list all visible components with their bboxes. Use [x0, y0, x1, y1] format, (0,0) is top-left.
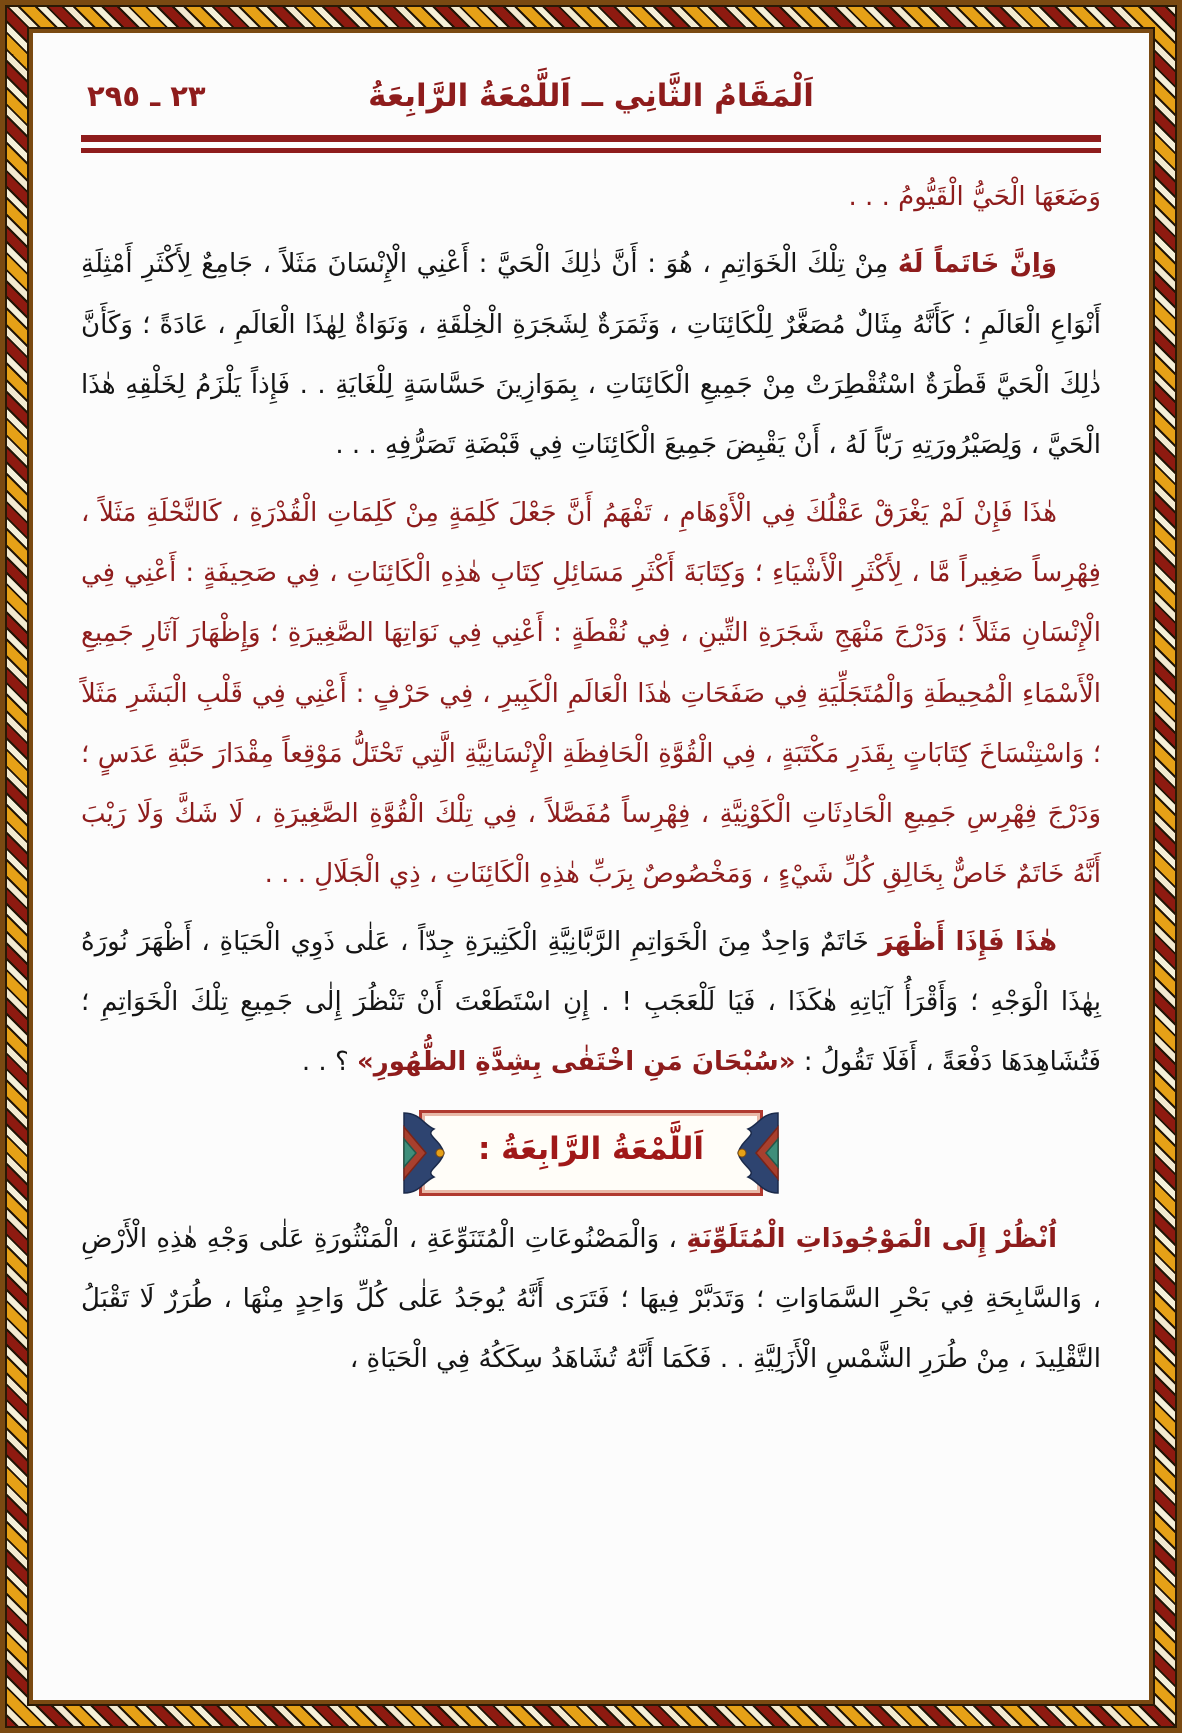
paragraph-3-text: هٰذَا فَإِنْ لَمْ يَغْرَقْ عَقْلُكَ فِي الْأَوْهَامِ ، تَفْهَمُ أَنَّ جَعْلَ كَلِمَةٍ مِنْ كَلِمَاتِ الْقُدْرَةِ ، كَالنَّحْلَةِ مَثَلاً ، فِهْرِساً صَغِيراً مَّا ، لِأَكْثَرِ الْأَشْيَاءِ ؛ وَكِتَابَةَ أَكْثَرِ مَسَائِلِ كِتَابِ هٰذِهِ الْكَائِنَاتِ ، فِي صَحِيفَةٍ : أَعْنِي فِي الْإِنْسَانِ مَثَلاً ؛ وَدَرْجَ مَنْهَجِ شَجَرَةِ التِّينِ ، فِي نُقْطَةٍ : أَعْنِي فِي نَوَاتِهَا الصَّغِيرَةِ ؛ وَإِظْهَارَ آثَارِ جَمِيعِ الْأَسْمَاءِ الْمُحِيطَةِ وَالْمُتَجَلِّيَةِ فِي صَفَحَاتِ هٰذَا الْعَالَمِ الْكَبِيرِ ، فِي حَرْفٍ : أَعْنِي فِي قَلْبِ الْبَشَرِ مَثَلاً ؛ وَاسْتِنْسَاخَ كِتَابَاتٍ بِقَدَرِ مَكْتَبَةٍ ، فِي الْقُوَّةِ الْحَافِظَةِ الْإِنْسَانِيَّةِ الَّتِي تَحْتَلُّ مَوْقِعاً مِقْدَارَ حَبَّةِ عَدَسٍ ؛ وَدَرْجَ فِهْرِسِ جَمِيعِ الْحَادِثَاتِ الْكَوْنِيَّةِ ، فِهْرِساً مُفَصَّلاً ، فِي تِلْكَ الْقُوَّةِ الصَّغِيرَةِ ، لَا شَكَّ وَلَا رَيْبَ أَنَّهُ خَاتَمٌ خَاصٌّ بِخَالِقِ كُلِّ شَيْءٍ ، وَمَخْصُوصٌ بِرَبِّ هٰذِهِ الْكَائِنَاتِ ، ذِي الْجَلَالِ . . . — [81, 497, 1101, 890]
body-text — [81, 167, 1101, 1390]
page-numbers: ٢٣ ـ ٢٩٥ — [87, 79, 206, 113]
header-double-rule — [81, 135, 1101, 153]
paragraph-1 — [81, 167, 1101, 227]
paragraph-5-body: ، وَالْمَصْنُوعَاتِ الْمُتَنَوِّعَةِ ، الْمَنْثُورَةِ عَلٰى وَجْهِ هٰذِهِ الْأَرْضِ ، وَالسَّابِحَةِ فِي بَحْرِ السَّمَاوَاتِ ؛ وَتَدَبَّرْ فِيهَا ؛ فَتَرَى أَنَّهُ يُوجَدُ عَلٰى كُلِّ وَاحِدٍ مِنْهَا ، طُرَرٌ لَا تَقْبَلُ التَّقْلِيدَ ، مِنْ طُرَرِ الشَّمْسِ الْأَزَلِيَّةِ . . فَكَمَا أَنَّهُ تُشَاهَدُ سِكَكُهُ فِي الْحَيَاةِ ، — [81, 1223, 1101, 1375]
paragraph-5 — [81, 1209, 1101, 1390]
paragraph-4-tail: ؟ . . — [301, 1047, 358, 1078]
page-header — [81, 59, 1101, 133]
cartouche-arabesque-right-icon — [732, 1105, 804, 1201]
paragraph-3 — [81, 483, 1101, 905]
cartouche-arabesque-left-icon — [378, 1105, 450, 1201]
paragraph-1-text: وَضَعَهَا الْحَيُّ الْقَيُّومُ . . . — [848, 182, 1101, 212]
section-heading-row — [81, 1107, 1101, 1199]
paragraph-2-body: مِنْ تِلْكَ الْخَوَاتِمِ ، هُوَ : أَنَّ ذٰلِكَ الْحَيَّ : أَعْنِي الْإِنْسَانَ مَثَلاً ، جَامِعٌ لِأَكْثَرِ أَمْثِلَةِ أَنْوَاعِ الْعَالَمِ ؛ كَأَنَّهُ مِثَالٌ مُصَغَّرٌ لِلْكَائِنَاتِ ، وَثَمَرَةٌ لِشَجَرَةِ الْخِلْقَةِ ، وَنَوَاةٌ لِهٰذَا الْعَالَمِ ، عَادَةً ؛ وَكَأَنَّ ذٰلِكَ الْحَيَّ قَطْرَةٌ اسْتُقْطِرَتْ مِنْ جَمِيعِ الْكَائِنَاتِ ، بِمَوَازِينَ حَسَّاسَةٍ لِلْغَايَةِ . . فَإِذاً يَلْزَمُ لِخَلْقِهِ هٰذَا الْحَيَّ ، وَلِصَيْرُورَتِهِ رَبّاً لَهُ ، أَنْ يَقْبِضَ جَمِيعَ الْكَائِنَاتِ فِي قَبْضَةِ تَصَرُّفِهِ . . . — [81, 249, 1101, 461]
paragraph-4-lead: هٰذَا فَإِذَا أَظْهَرَ — [878, 926, 1057, 957]
page-title: اَلْمَقَامُ الثَّانِي ــ اَللَّمْعَةُ الرَّابِعَةُ — [368, 78, 814, 114]
section-heading-cartouche — [419, 1110, 763, 1196]
paragraph-5-lead: اُنْظُرْ إِلَى الْمَوْجُودَاتِ الْمُتَلَوِّنَةِ — [686, 1223, 1057, 1254]
paragraph-4-body: خَاتَمٌ وَاحِدٌ مِنَ الْخَوَاتِمِ الرَّبَّانِيَّةِ الْكَثِيرَةِ جِدّاً ، عَلٰى ذَوِي الْحَيَاةِ ، أَظْهَرَ نُورَهُ بِهٰذَا الْوَجْهِ ؛ وَأَقْرَأُ آيَاتِهِ هٰكَذَا ، فَيَا لَلْعَجَبِ ! . إِنِ اسْتَطَعْتَ أَنْ تَنْظُرَ إِلٰى جَمِيعِ تِلْكَ الْخَوَاتِمِ ؛ فَتُشَاهِدَهَا دَفْعَةً ، أَفَلَا تَقُولُ : — [81, 926, 1101, 1078]
paragraph-4 — [81, 912, 1101, 1093]
section-heading-label: اَللَّمْعَةُ الرَّابِعَةُ : — [477, 1130, 705, 1167]
book-page — [29, 29, 1153, 1704]
paragraph-2 — [81, 234, 1101, 475]
paragraph-4-quote: «سُبْحَانَ مَنِ اخْتَفٰى بِشِدَّةِ الظُّهُورِ» — [357, 1047, 796, 1078]
paragraph-2-lead: وَاِنَّ خَاتَماً لَهُ — [897, 249, 1058, 280]
